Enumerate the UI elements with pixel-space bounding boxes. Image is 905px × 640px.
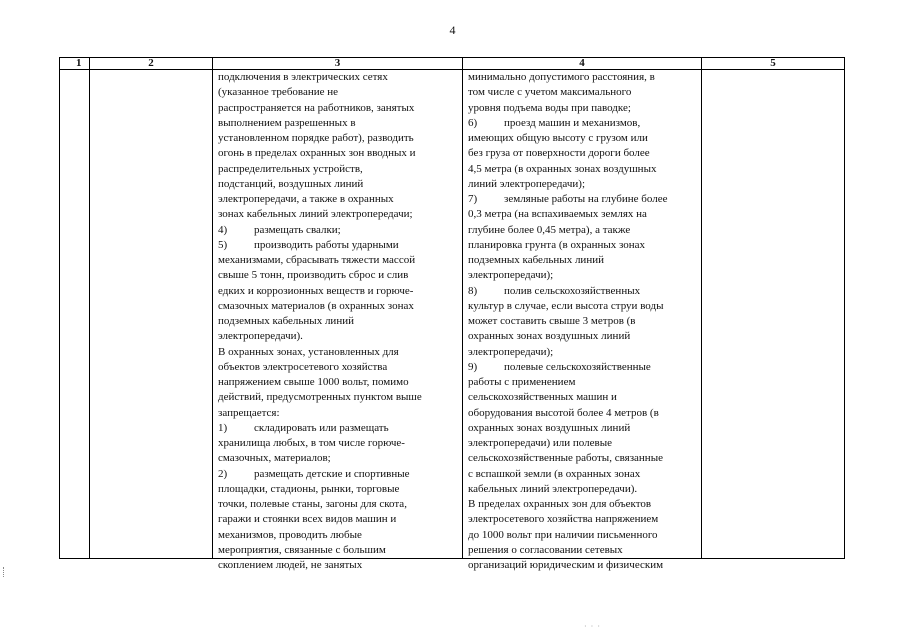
text-line (468, 207, 699, 222)
line-text: без груза от поверхности дороги более (468, 147, 650, 160)
text-line (468, 162, 699, 177)
table-header-row (60, 58, 845, 70)
text-line (468, 360, 699, 375)
line-text: полив сельскохозяйственных (504, 284, 641, 297)
text-line (468, 85, 699, 100)
text-line (218, 207, 460, 222)
line-text: скоплением людей, не занятых (218, 559, 363, 571)
document-table (59, 57, 845, 571)
line-text: земляные работы на глубине более (504, 193, 668, 205)
line-text: огонь в пределах охранных зон вводных и (218, 147, 416, 160)
text-line (218, 85, 460, 100)
line-text: производить работы ударными (254, 238, 399, 251)
text-line (218, 70, 460, 85)
text-line (218, 162, 460, 177)
line-text: В охранных зонах, установленных для (218, 345, 399, 358)
list-number: 4) (218, 223, 228, 236)
text-line (468, 558, 699, 573)
text-line (218, 421, 460, 436)
text-line (218, 406, 460, 421)
header-col-4: 4 (463, 58, 702, 70)
text-line (468, 345, 699, 360)
page-number: 4 (449, 23, 456, 37)
line-text: действий, предусмотренных пунктом выше (218, 391, 422, 404)
text-line (468, 116, 699, 131)
cell-col-3 (213, 70, 463, 571)
line-text: 4,5 метра (в охранных зонах воздушных (468, 162, 657, 175)
line-text: подземных кабельных линий (468, 254, 604, 266)
text-line (468, 101, 699, 116)
line-text: размещать детские и спортивные (254, 467, 410, 480)
line-text: механизмами, сбрасывать тяжести массой (218, 254, 416, 266)
text-line (468, 253, 699, 268)
text-line (468, 512, 699, 527)
line-text: сельскохозяйственных машин и (468, 391, 617, 404)
line-text: электросетевого хозяйства напряжением (468, 513, 659, 526)
scan-dots: · · · (584, 622, 601, 631)
header-col-1: 1 (60, 58, 90, 70)
text-line (218, 223, 460, 238)
text-line (218, 482, 460, 497)
text-line (218, 101, 460, 116)
text-line (468, 268, 699, 283)
text-line (218, 116, 460, 131)
line-text: механизмов, проводить любые (218, 528, 362, 541)
line-text: едких и коррозионных веществ и горюче- (218, 284, 414, 297)
line-text: может составить свыше 3 метров (в (468, 315, 636, 327)
text-line (218, 329, 460, 344)
text-line (218, 497, 460, 512)
line-text: объектов электросетевого хозяйства (218, 360, 388, 373)
line-text: электропередачи); (468, 345, 554, 358)
line-text: уровня подъема воды при паводке; (468, 101, 631, 114)
list-number: 6) (468, 116, 478, 129)
line-text: организаций юридическим и физическим (468, 559, 664, 571)
list-number: 5) (218, 238, 228, 251)
list-number: 9) (468, 360, 478, 373)
text-line (218, 451, 460, 466)
text-line (218, 253, 460, 268)
list-number: 8) (468, 284, 478, 297)
text-line (218, 192, 460, 207)
line-text: решения о согласовании сетевых (468, 543, 623, 556)
line-text: В пределах охранных зон для объектов (468, 498, 652, 510)
text-line (468, 467, 699, 482)
text-line (218, 543, 460, 558)
line-text: подключения в электрических сетях (218, 71, 388, 83)
text-line (468, 406, 699, 421)
text-line (468, 146, 699, 161)
line-text: культур в случае, если высота струи воды (468, 299, 664, 312)
line-text: электропередачи). (218, 330, 303, 343)
line-text: кабельных линий электропередачи). (468, 482, 638, 495)
text-line (468, 497, 699, 512)
text-line (468, 131, 699, 146)
line-text: имеющих общую высоту с грузом или (468, 132, 648, 144)
col-3-text (213, 70, 462, 571)
header-col-2: 2 (90, 58, 213, 70)
text-line (218, 146, 460, 161)
text-line (218, 360, 460, 375)
text-line (218, 436, 460, 451)
text-line (218, 238, 460, 253)
text-line (218, 467, 460, 482)
text-line (218, 268, 460, 283)
line-text: глубине более 0,45 метра), а также (468, 223, 631, 236)
line-text: оборудования высотой более 4 метров (в (468, 406, 659, 419)
line-text: (указанное требование не (218, 86, 339, 99)
line-text: электропередачи) или полевые (468, 437, 613, 449)
text-line (468, 436, 699, 451)
line-text: напряжением свыше 1000 вольт, помимо (218, 376, 409, 388)
line-text: точки, полевые станы, загоны для скота, (218, 498, 407, 510)
line-text: электропередачи, а также в охранных (218, 193, 394, 205)
line-text: свыше 5 тонн, производить сброс и слив (218, 269, 409, 282)
line-text: складировать или размещать (254, 421, 389, 434)
text-line (218, 558, 460, 573)
line-text: смазочных, материалов; (218, 452, 331, 465)
text-line (468, 299, 699, 314)
line-text: выполнением разрешенных в (218, 116, 356, 129)
line-text: подстанций, воздушных линий (218, 177, 364, 190)
text-line (468, 314, 699, 329)
line-text: до 1000 вольт при наличии письменного (468, 528, 658, 541)
cell-col-2 (90, 70, 213, 559)
text-line (468, 177, 699, 192)
cell-col-1 (60, 70, 90, 559)
col-4-text (463, 70, 701, 571)
text-line (468, 192, 699, 207)
line-text: охранных зонах воздушных линий (468, 421, 631, 434)
text-line (218, 177, 460, 192)
text-line (218, 375, 460, 390)
line-text: планировка грунта (в охранных зонах (468, 238, 646, 251)
text-line (468, 284, 699, 299)
cell-col-4 (463, 70, 702, 571)
text-line (218, 131, 460, 146)
line-text: установленном порядке работ), разводить (218, 132, 414, 144)
line-text: проезд машин и механизмов, (504, 116, 641, 129)
text-line (468, 451, 699, 466)
text-line (218, 299, 460, 314)
line-text: распространяется на работников, занятых (218, 101, 415, 114)
line-text: линий электропередачи); (468, 177, 586, 190)
table-row (60, 70, 845, 559)
text-line (218, 345, 460, 360)
line-text: мероприятия, связанные с большим (218, 543, 386, 556)
line-text: гаражи и стоянки всех видов машин и (218, 513, 397, 526)
text-line (468, 543, 699, 558)
text-line (218, 512, 460, 527)
line-text: запрещается: (218, 406, 280, 419)
text-line (468, 70, 699, 85)
header-col-5: 5 (702, 58, 845, 70)
list-number: 2) (218, 467, 228, 480)
text-line (468, 390, 699, 405)
text-line (468, 482, 699, 497)
text-line (218, 284, 460, 299)
list-number: 1) (218, 421, 228, 434)
list-number: 7) (468, 193, 478, 205)
text-line (468, 375, 699, 390)
line-text: с вспашкой земли (в охранных зонах (468, 467, 641, 480)
line-text: электропередачи); (468, 269, 554, 282)
line-text: размещать свалки; (254, 223, 341, 236)
text-line (468, 528, 699, 543)
line-text: минимально допустимого расстояния, в (468, 71, 655, 83)
line-text: том числе с учетом максимального (468, 86, 632, 99)
line-text: охранных зонах воздушных линий (468, 330, 631, 343)
line-text: 0,3 метра (на вспахиваемых землях на (468, 208, 647, 221)
text-line (218, 314, 460, 329)
text-line (218, 528, 460, 543)
line-text: работы с применением (468, 376, 576, 388)
text-line (468, 421, 699, 436)
text-line (468, 223, 699, 238)
scan-edge-mark (3, 567, 5, 577)
text-line (468, 238, 699, 253)
header-col-3: 3 (213, 58, 463, 70)
line-text: подземных кабельных линий (218, 315, 354, 327)
line-text: полевые сельскохозяйственные (504, 360, 651, 373)
line-text: распределительных устройств, (218, 162, 363, 175)
text-line (468, 329, 699, 344)
line-text: площадки, стадионы, рынки, торговые (218, 482, 400, 495)
line-text: хранилища любых, в том числе горюче- (218, 437, 405, 449)
line-text: сельскохозяйственные работы, связанные (468, 452, 663, 465)
cell-col-5 (702, 70, 845, 559)
line-text: смазочных материалов (в охранных зонах (218, 299, 414, 312)
text-line (218, 390, 460, 405)
line-text: зонах кабельных линий электропередачи; (218, 208, 413, 221)
